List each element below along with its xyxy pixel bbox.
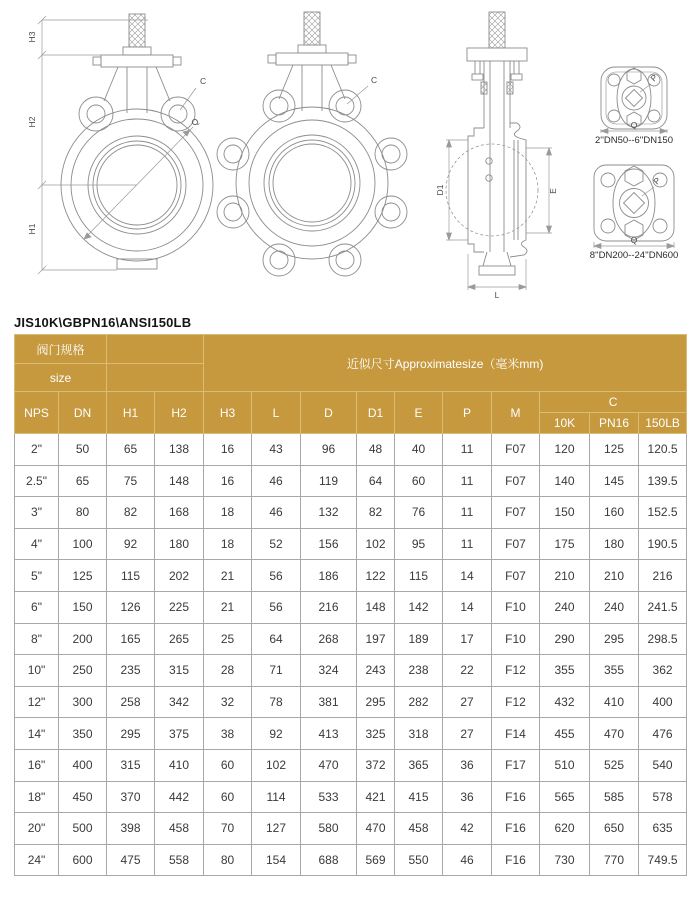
- cell-c-pn16: 770: [590, 844, 639, 876]
- cell-c-10k: 432: [540, 686, 590, 718]
- cell-m: F07: [492, 560, 540, 592]
- cell-h2: 375: [155, 718, 204, 750]
- cell-l: 114: [252, 781, 301, 813]
- cell-e: 238: [395, 655, 443, 687]
- cell-e: 365: [395, 749, 443, 781]
- cell-d: 96: [301, 434, 357, 466]
- cell-d: 186: [301, 560, 357, 592]
- header-valve-spec-cn: 阀门规格: [15, 335, 107, 364]
- cell-h2: 265: [155, 623, 204, 655]
- cell-d: 156: [301, 528, 357, 560]
- cell-p: 11: [443, 528, 492, 560]
- cell-m: F07: [492, 434, 540, 466]
- pad-small-label-p: P: [648, 72, 660, 84]
- column-header-e: E: [395, 392, 443, 434]
- cell-d1: 102: [357, 528, 395, 560]
- cell-d1: 372: [357, 749, 395, 781]
- cell-m: F16: [492, 813, 540, 845]
- cell-e: 40: [395, 434, 443, 466]
- cell-c-150lb: 241.5: [639, 591, 687, 623]
- cell-c-150lb: 400: [639, 686, 687, 718]
- cell-d: 580: [301, 813, 357, 845]
- cell-l: 52: [252, 528, 301, 560]
- cell-d1: 148: [357, 591, 395, 623]
- cell-nps: 10": [15, 655, 59, 687]
- column-header-h2: H2: [155, 392, 204, 434]
- cell-c-10k: 240: [540, 591, 590, 623]
- header-empty-bottom: [107, 364, 204, 392]
- cell-nps: 5": [15, 560, 59, 592]
- cell-h1: 165: [107, 623, 155, 655]
- cell-nps: 2": [15, 434, 59, 466]
- cell-d1: 197: [357, 623, 395, 655]
- cell-h2: 315: [155, 655, 204, 687]
- cell-l: 71: [252, 655, 301, 687]
- cell-dn: 250: [59, 655, 107, 687]
- cell-m: F07: [492, 465, 540, 497]
- mounting-pad-small-view: [595, 67, 673, 146]
- cell-d1: 421: [357, 781, 395, 813]
- cell-dn: 600: [59, 844, 107, 876]
- cell-h3: 16: [204, 465, 252, 497]
- cell-d: 119: [301, 465, 357, 497]
- cell-p: 27: [443, 686, 492, 718]
- cell-e: 95: [395, 528, 443, 560]
- cell-c-150lb: 749.5: [639, 844, 687, 876]
- pad-large-caption: 8''DN200--24''DN600: [589, 250, 679, 261]
- cell-c-10k: 150: [540, 497, 590, 529]
- cell-c-10k: 175: [540, 528, 590, 560]
- dim-label-h2: H2: [27, 116, 37, 128]
- cell-p: 36: [443, 781, 492, 813]
- cell-h2: 342: [155, 686, 204, 718]
- cell-p: 11: [443, 465, 492, 497]
- dim-label-q: Q: [189, 116, 201, 128]
- cell-h3: 70: [204, 813, 252, 845]
- pad-large-label-p: P: [651, 175, 663, 187]
- cell-d: 533: [301, 781, 357, 813]
- cell-d: 381: [301, 686, 357, 718]
- cell-c-pn16: 295: [590, 623, 639, 655]
- table-row: [15, 434, 687, 466]
- cell-h1: 295: [107, 718, 155, 750]
- cell-c-pn16: 125: [590, 434, 639, 466]
- cell-nps: 3": [15, 497, 59, 529]
- column-header-p: P: [443, 392, 492, 434]
- column-header-c-10k: 10K: [540, 413, 590, 434]
- cell-c-150lb: 152.5: [639, 497, 687, 529]
- cell-m: F07: [492, 528, 540, 560]
- cell-c-10k: 620: [540, 813, 590, 845]
- cell-p: 17: [443, 623, 492, 655]
- table-row: [15, 528, 687, 560]
- cell-d1: 295: [357, 686, 395, 718]
- cell-h2: 202: [155, 560, 204, 592]
- table-body: [15, 434, 687, 876]
- cell-e: 142: [395, 591, 443, 623]
- cell-dn: 125: [59, 560, 107, 592]
- cell-l: 56: [252, 591, 301, 623]
- table-row: [15, 655, 687, 687]
- cell-dn: 300: [59, 686, 107, 718]
- cell-h1: 92: [107, 528, 155, 560]
- cell-c-pn16: 180: [590, 528, 639, 560]
- cell-c-150lb: 540: [639, 749, 687, 781]
- header-approx-size: 近似尺寸Approximatesize（毫米mm): [204, 335, 687, 392]
- table-row: [15, 497, 687, 529]
- cell-dn: 50: [59, 434, 107, 466]
- cell-d1: 64: [357, 465, 395, 497]
- cell-c-pn16: 650: [590, 813, 639, 845]
- cell-c-10k: 120: [540, 434, 590, 466]
- dimension-table: [14, 334, 687, 876]
- cell-h3: 60: [204, 781, 252, 813]
- column-header-d1: D1: [357, 392, 395, 434]
- table-row: [15, 813, 687, 845]
- cell-c-pn16: 410: [590, 686, 639, 718]
- cell-c-pn16: 355: [590, 655, 639, 687]
- table-row: [15, 686, 687, 718]
- page-title: JIS10K\GBPN16\ANSI150LB: [14, 315, 192, 330]
- dim-label-c: C: [200, 76, 207, 86]
- cell-m: F07: [492, 497, 540, 529]
- cell-c-pn16: 145: [590, 465, 639, 497]
- cell-l: 78: [252, 686, 301, 718]
- cell-d1: 82: [357, 497, 395, 529]
- cell-c-pn16: 470: [590, 718, 639, 750]
- cell-p: 36: [443, 749, 492, 781]
- cell-d1: 122: [357, 560, 395, 592]
- cell-h3: 18: [204, 497, 252, 529]
- cell-d: 688: [301, 844, 357, 876]
- cell-dn: 100: [59, 528, 107, 560]
- cell-p: 11: [443, 497, 492, 529]
- cell-h2: 180: [155, 528, 204, 560]
- cell-c-10k: 355: [540, 655, 590, 687]
- cell-h1: 258: [107, 686, 155, 718]
- cell-d1: 48: [357, 434, 395, 466]
- cell-h1: 370: [107, 781, 155, 813]
- column-header-row: [15, 392, 687, 413]
- table-row: [15, 560, 687, 592]
- cell-m: F10: [492, 623, 540, 655]
- cell-p: 22: [443, 655, 492, 687]
- cell-nps: 20": [15, 813, 59, 845]
- cell-dn: 65: [59, 465, 107, 497]
- cell-c-150lb: 298.5: [639, 623, 687, 655]
- column-header-c-pn16: PN16: [590, 413, 639, 434]
- cell-h3: 21: [204, 591, 252, 623]
- cell-h3: 60: [204, 749, 252, 781]
- cell-d1: 325: [357, 718, 395, 750]
- table-row: [15, 591, 687, 623]
- cell-h3: 18: [204, 528, 252, 560]
- column-header-dn: DN: [59, 392, 107, 434]
- cell-c-10k: 210: [540, 560, 590, 592]
- cell-m: F10: [492, 591, 540, 623]
- cell-nps: 2.5": [15, 465, 59, 497]
- cell-c-150lb: 190.5: [639, 528, 687, 560]
- cell-nps: 8": [15, 623, 59, 655]
- cell-h2: 138: [155, 434, 204, 466]
- lug-bosses: [217, 90, 407, 276]
- cell-c-pn16: 160: [590, 497, 639, 529]
- cell-c-150lb: 578: [639, 781, 687, 813]
- cell-p: 46: [443, 844, 492, 876]
- cell-d1: 243: [357, 655, 395, 687]
- dim-label-e: E: [548, 188, 558, 194]
- cell-m: F14: [492, 718, 540, 750]
- cell-h2: 558: [155, 844, 204, 876]
- cell-nps: 4": [15, 528, 59, 560]
- cell-c-10k: 290: [540, 623, 590, 655]
- cell-nps: 16": [15, 749, 59, 781]
- cell-h3: 21: [204, 560, 252, 592]
- cell-d1: 569: [357, 844, 395, 876]
- cell-c-150lb: 120.5: [639, 434, 687, 466]
- cell-h1: 475: [107, 844, 155, 876]
- cell-c-pn16: 585: [590, 781, 639, 813]
- pad-small-caption: 2''DN50--6''DN150: [594, 135, 674, 146]
- cell-l: 64: [252, 623, 301, 655]
- cell-h2: 458: [155, 813, 204, 845]
- cell-l: 154: [252, 844, 301, 876]
- cell-c-10k: 140: [540, 465, 590, 497]
- pad-large-label-q: Q: [630, 235, 638, 245]
- cell-c-10k: 455: [540, 718, 590, 750]
- cell-d: 132: [301, 497, 357, 529]
- cell-e: 415: [395, 781, 443, 813]
- cell-h2: 442: [155, 781, 204, 813]
- cell-e: 318: [395, 718, 443, 750]
- cell-p: 42: [443, 813, 492, 845]
- cell-nps: 24": [15, 844, 59, 876]
- cell-m: F12: [492, 686, 540, 718]
- cell-e: 458: [395, 813, 443, 845]
- cell-l: 92: [252, 718, 301, 750]
- cell-l: 43: [252, 434, 301, 466]
- cell-d: 470: [301, 749, 357, 781]
- cell-c-150lb: 362: [639, 655, 687, 687]
- valve-technical-drawings: [0, 0, 700, 308]
- cell-c-150lb: 476: [639, 718, 687, 750]
- valve-side-section-view: [435, 12, 558, 300]
- column-header-d: D: [301, 392, 357, 434]
- mounting-pad-large-view: [590, 165, 679, 261]
- cell-c-pn16: 210: [590, 560, 639, 592]
- dim-label-c2: C: [371, 75, 378, 85]
- column-header-h1: H1: [107, 392, 155, 434]
- cell-h1: 126: [107, 591, 155, 623]
- cell-p: 14: [443, 591, 492, 623]
- cell-c-150lb: 139.5: [639, 465, 687, 497]
- column-header-m: M: [492, 392, 540, 434]
- cell-d1: 470: [357, 813, 395, 845]
- cell-l: 56: [252, 560, 301, 592]
- table-row: [15, 623, 687, 655]
- cell-m: F16: [492, 781, 540, 813]
- cell-c-150lb: 216: [639, 560, 687, 592]
- cell-dn: 150: [59, 591, 107, 623]
- cell-e: 550: [395, 844, 443, 876]
- cell-nps: 14": [15, 718, 59, 750]
- cell-h2: 410: [155, 749, 204, 781]
- table-row: [15, 749, 687, 781]
- column-header-l: L: [252, 392, 301, 434]
- cell-m: F17: [492, 749, 540, 781]
- cell-e: 189: [395, 623, 443, 655]
- cell-e: 60: [395, 465, 443, 497]
- cell-h3: 32: [204, 686, 252, 718]
- cell-h3: 28: [204, 655, 252, 687]
- cell-h1: 398: [107, 813, 155, 845]
- cell-d: 216: [301, 591, 357, 623]
- cell-c-10k: 565: [540, 781, 590, 813]
- cell-l: 102: [252, 749, 301, 781]
- cell-p: 11: [443, 434, 492, 466]
- cell-c-10k: 730: [540, 844, 590, 876]
- pad-small-label-q: Q: [630, 120, 638, 130]
- cell-h1: 115: [107, 560, 155, 592]
- cell-e: 115: [395, 560, 443, 592]
- cell-dn: 350: [59, 718, 107, 750]
- cell-h3: 80: [204, 844, 252, 876]
- cell-h3: 38: [204, 718, 252, 750]
- table-row: [15, 781, 687, 813]
- dim-label-h3: H3: [27, 31, 37, 43]
- table-row: [15, 465, 687, 497]
- cell-dn: 450: [59, 781, 107, 813]
- cell-p: 14: [443, 560, 492, 592]
- cell-h2: 148: [155, 465, 204, 497]
- cell-h2: 168: [155, 497, 204, 529]
- cell-d: 324: [301, 655, 357, 687]
- column-header-nps: NPS: [15, 392, 59, 434]
- cell-h1: 82: [107, 497, 155, 529]
- cell-c-pn16: 240: [590, 591, 639, 623]
- cell-dn: 200: [59, 623, 107, 655]
- dim-label-l: L: [494, 290, 500, 300]
- cell-l: 46: [252, 465, 301, 497]
- cell-h3: 25: [204, 623, 252, 655]
- cell-dn: 400: [59, 749, 107, 781]
- header-empty-top: [107, 335, 204, 364]
- cell-e: 282: [395, 686, 443, 718]
- cell-nps: 6": [15, 591, 59, 623]
- cell-l: 127: [252, 813, 301, 845]
- column-header-c-150lb: 150LB: [639, 413, 687, 434]
- cell-c-150lb: 635: [639, 813, 687, 845]
- table-row: [15, 844, 687, 876]
- cell-d: 268: [301, 623, 357, 655]
- cell-h3: 16: [204, 434, 252, 466]
- cell-c-pn16: 525: [590, 749, 639, 781]
- cell-h1: 315: [107, 749, 155, 781]
- cell-e: 76: [395, 497, 443, 529]
- cell-l: 46: [252, 497, 301, 529]
- cell-m: F12: [492, 655, 540, 687]
- cell-p: 27: [443, 718, 492, 750]
- cell-h1: 235: [107, 655, 155, 687]
- cell-nps: 18": [15, 781, 59, 813]
- cell-dn: 500: [59, 813, 107, 845]
- cell-nps: 12": [15, 686, 59, 718]
- dim-label-d1: D1: [435, 184, 445, 196]
- cell-h1: 65: [107, 434, 155, 466]
- wafer-valve-front-view: [27, 14, 213, 274]
- table-row: [15, 718, 687, 750]
- cell-m: F16: [492, 844, 540, 876]
- column-header-c-group: C: [540, 392, 687, 413]
- column-header-h3: H3: [204, 392, 252, 434]
- cell-h1: 75: [107, 465, 155, 497]
- header-valve-spec-en: size: [15, 364, 107, 392]
- cell-dn: 80: [59, 497, 107, 529]
- cell-d: 413: [301, 718, 357, 750]
- dim-label-h1: H1: [27, 223, 37, 235]
- cell-h2: 225: [155, 591, 204, 623]
- cell-c-10k: 510: [540, 749, 590, 781]
- lug-valve-front-view: [217, 12, 407, 276]
